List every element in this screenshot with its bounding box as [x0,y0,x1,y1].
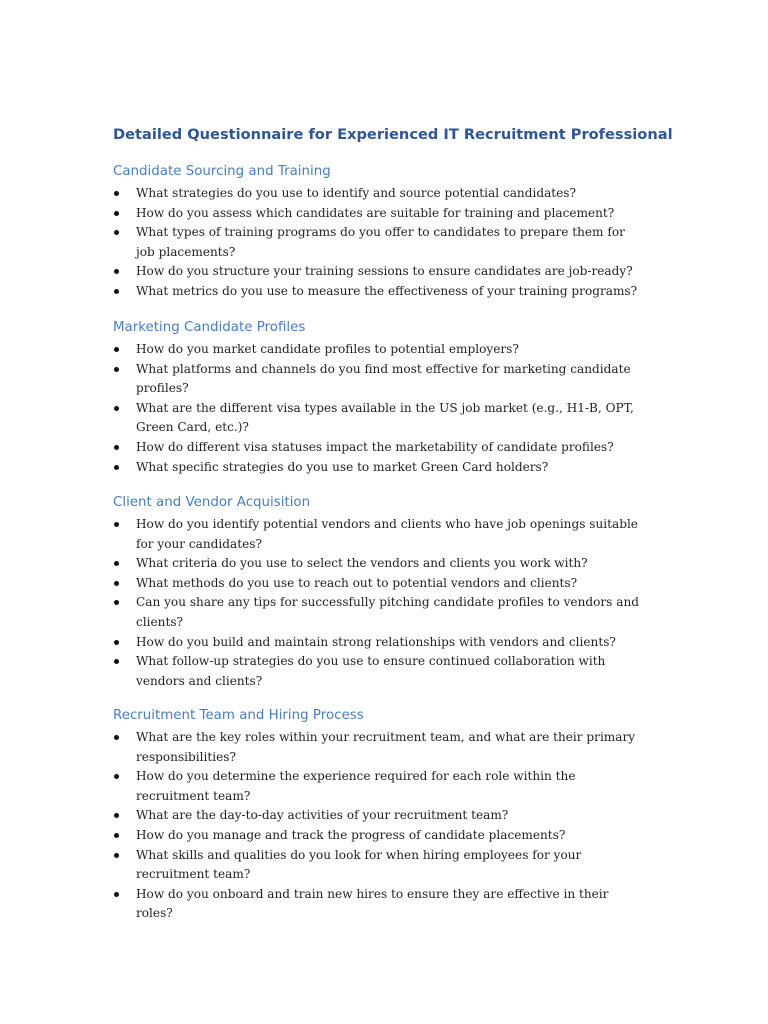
list-item-text: What metrics do you use to measure the effectiveness of your training programs? [136,283,638,298]
list-item [113,554,673,574]
list-item [113,340,673,360]
list-item [113,806,673,826]
list-item-text: How do you build and maintain strong relationships with vendors and clients? [136,634,616,649]
bullet-list [113,340,673,477]
list-item-text: Can you share any tips for successfully pitching candidate profiles to vendors and clients? [136,595,639,629]
bullet-icon [114,367,119,372]
list-item-text: What are the different visa types available in the US job market (e.g., H1-B, OPT, Green Card, etc.)? [136,400,634,435]
list-item [113,846,673,885]
bullet-list [113,184,673,302]
list-item [113,223,673,262]
bullet-icon [114,581,119,586]
list-item-text: How do you manage and track the progress of candidate placements? [136,827,566,842]
list-item-text: What types of training programs do you offer to candidates to prepare them for job placements? [136,225,625,259]
list-item [113,360,673,399]
bullet-icon [114,445,119,450]
section-recruitment-team [113,706,673,924]
list-item [113,728,673,767]
bullet-icon [114,659,119,664]
bullet-icon [114,600,119,605]
list-item-text: How do you structure your training sessions to ensure candidates are job-ready? [136,264,633,279]
bullet-icon [114,522,119,527]
list-item-text: What methods do you use to reach out to potential vendors and clients? [136,575,578,590]
bullet-icon [114,289,119,294]
section-heading: Recruitment Team and Hiring Process [113,708,364,723]
bullet-icon [114,347,119,352]
bullet-icon [114,465,119,470]
list-item [113,574,673,594]
bullet-icon [114,211,119,216]
list-item [113,515,673,554]
section-marketing-profiles [113,318,673,477]
list-item [113,282,673,302]
list-item [113,593,673,632]
list-item-text: What skills and qualities do you look for when hiring employees for your recruitment team? [136,847,582,882]
bullet-icon [114,853,119,858]
list-item-text: What platforms and channels do you find most effective for marketing candidate profiles? [136,361,631,396]
section-candidate-sourcing [113,162,673,302]
bullet-icon [114,191,119,196]
list-item-text: What follow-up strategies do you use to ensure continued collaboration with vendors and clients? [136,654,606,688]
list-item [113,262,673,282]
bullet-list [113,515,673,691]
list-item-text: How do you assess which candidates are suitable for training and placement? [136,205,615,220]
section-client-vendor-acquisition [113,493,673,691]
bullet-icon [114,230,119,235]
bullet-icon [114,833,119,838]
list-item-text: What are the day-to-day activities of your recruitment team? [136,808,509,823]
list-item-text: What specific strategies do you use to market Green Card holders? [136,459,549,474]
list-item-text: What strategies do you use to identify and source potential candidates? [136,186,576,200]
bullet-icon [114,892,119,897]
list-item-text: How do you onboard and train new hires to ensure they are effective in their roles? [136,886,609,921]
list-item [113,399,673,438]
list-item [113,458,673,478]
list-item [113,767,673,806]
bullet-icon [114,774,119,779]
bullet-icon [114,735,119,740]
list-item [113,633,673,653]
section-heading: Client and Vendor Acquisition [113,495,311,510]
list-item [113,652,673,691]
list-item [113,184,673,204]
list-item [113,204,673,224]
bullet-icon [114,640,119,645]
list-item [113,885,673,924]
list-item [113,438,673,458]
list-item-text: What are the key roles within your recruitment team, and what are their primary responsibilities? [136,730,636,764]
bullet-icon [114,269,119,274]
list-item-text: How do you identify potential vendors and clients who have job openings suitable for your candidates? [136,517,638,551]
list-item-text: What criteria do you use to select the vendors and clients you work with? [136,556,588,571]
bullet-icon [114,813,119,818]
document-title: Detailed Questionnaire for Experienced IT Recruitment Professional [113,126,673,143]
bullet-icon [114,406,119,411]
list-item [113,826,673,846]
bullet-list [113,728,673,924]
list-item-text: How do you determine the experience required for each role within the recruitment team? [136,769,576,803]
section-heading: Candidate Sourcing and Training [113,164,331,179]
list-item-text: How do different visa statuses impact the marketability of candidate profiles? [136,439,614,454]
section-heading: Marketing Candidate Profiles [113,320,306,335]
list-item-text: How do you market candidate profiles to potential employers? [136,342,519,356]
bullet-icon [114,561,119,566]
